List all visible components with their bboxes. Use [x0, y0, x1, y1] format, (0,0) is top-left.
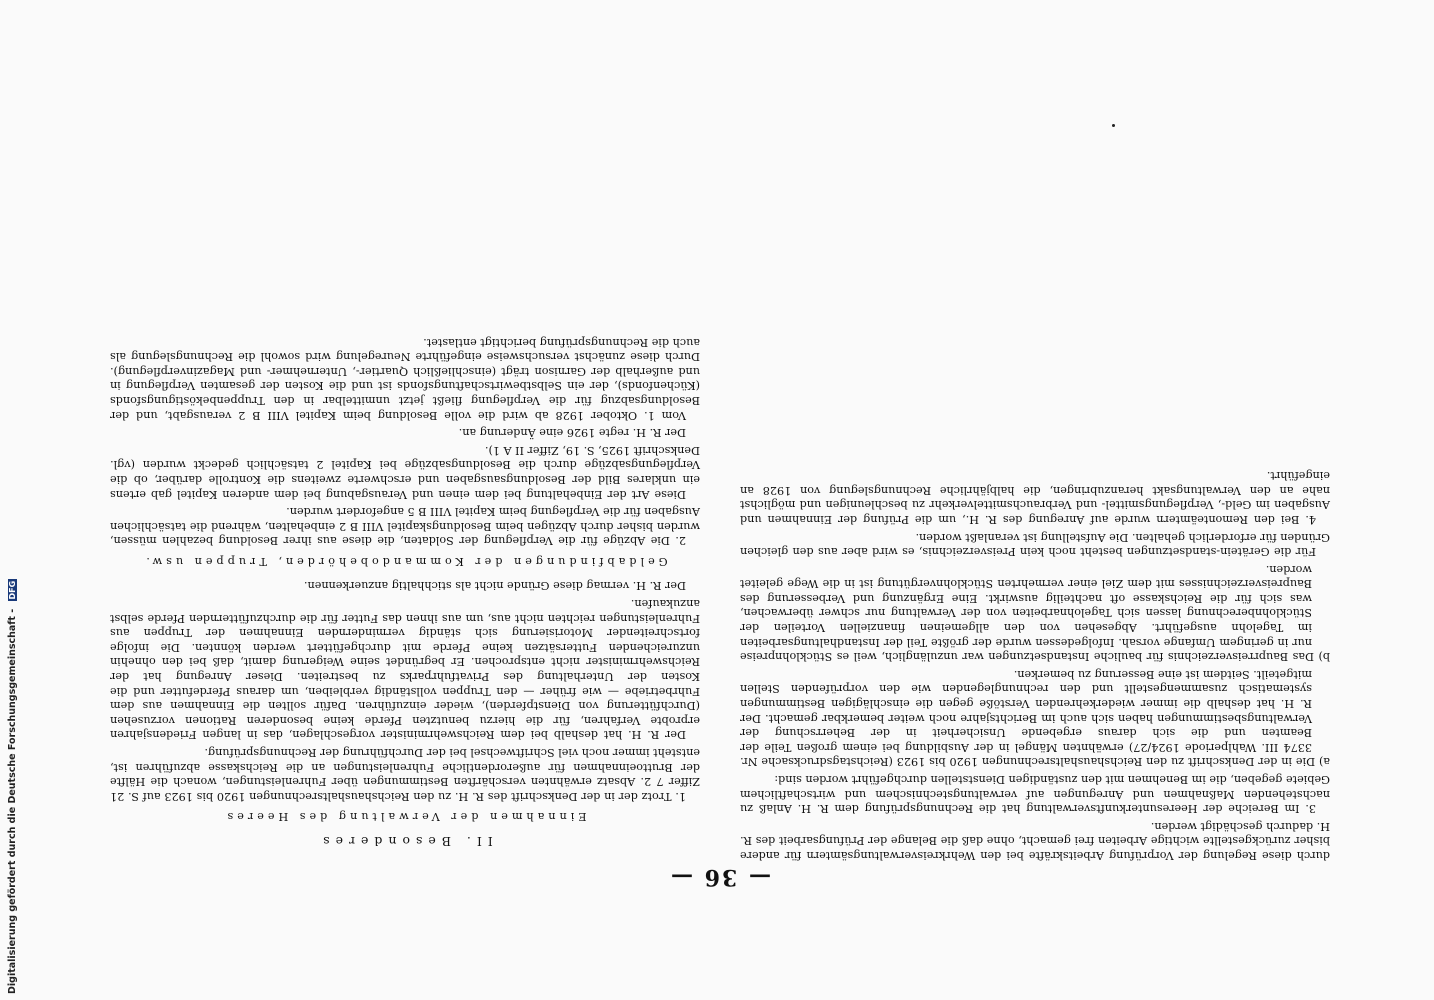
right-column: [110, 331, 700, 862]
paragraph: Vom 1. Oktober 1928 ab wird die volle Besoldung beim Kapitel VIII B 2 verausgabt, und der Besoldungsabzug für die Verpflegung fließt jetzt unmittelbar in den Truppenbeköstigungsfonds (Küchenfonds), der ein Selbstbewirtschaftungsfonds ist und die Kosten der gesamten Verpflegung in und außerhalb der Garnison trägt (einschließlich Quartier-, Unternehmer- und Magazinverpflegung). Durch diese zunächst versuchsweise eingeführte Neuregelung wird sowohl die Rechnungslegung als auch die Rechnungsprüfung berichtigt entlastet.: [110, 335, 700, 422]
subsection-heading: Einnahmen der Verwaltung des Heeres: [223, 810, 587, 824]
dfg-logo-icon: DFG: [8, 580, 17, 600]
paragraph: Diese Art der Einbehaltung bei dem einen und Verausgabung bei dem anderen Kapitel gab ertens ein unklares Bild der Besoldungsausgaben und erschwerte zweitens die Kontrolle darüber, ob die Verpflegungsabzüge durch die Besoldungsabzüge bei Kapitel 2 tatsächlich gedeckt wurden (vgl. Denkschrift 1925, S. 19, Ziffer II A 1).: [110, 443, 700, 501]
paragraph: 4. Bei den Remonteämtern wurde auf Anregung des R. H., um die Prüfung der Einnahmen und Ausgaben im Geld-, Verpflegungsmittel- und Verbrauchsmittelverkehr zu beschleunigen und möglichst nahe an den Verwaltungsakt heranzubringen, die halbjährliche Rechnungslegung von 1928 an eingeführt.: [740, 469, 1330, 526]
paragraph: Der R. H. regte 1926 eine Änderung an.: [458, 426, 686, 440]
paragraph: 2. Die Abzüge für die Verpflegung der Soldaten, die diese aus ihrer Besoldung bezahlen müssen, wurden bisher durch Abzügen beim Besoldungskapitel VIII B 2 einbehalten, während die tatsächlichen Ausgaben für die Verpflegung beim Kapitel VIII B 5 angefordert wurden.: [110, 505, 700, 548]
printed-page: [110, 130, 1330, 890]
paragraph: Der R. H. hat deshalb bei dem Reichswehrminister vorgeschlagen, das in langen Friedensjahren erprobte Verfahren, für die hierzu benutzten Pferde keine besonderen Rationen vorzusehen (Durchfütterung von Dienstpferden), wieder einzuführen. Dafür sollten die Einnahmen aus dem Fuhrbetriebe — wie früher — den Truppen vollständig verbleiben, um daraus Pferdefutter und die Kosten der Unterhaltung des Privatfuhrparks zu bestreiten. Dieser Anregung hat der Reichswehrminister nicht entsprochen. Er begründet seine Weigerung damit, daß bei den ohnehin unzureichenden Futtersätzen keine Pferde mit durchgefüttert werden könnten. Die infolge fortschreitender Motorisierung sich ständig vermindernden Einnahmen der Truppen aus Fuhrenleistungen reichten nicht aus, um aus ihnen das Futter für die durchzufütternden Pferde selbst anzukaufen.: [110, 597, 700, 742]
paragraph: Für die Gerätein-standsetzungen besteht noch kein Preisverzeichnis, es wird aber aus den gleichen Gründen für erforderlich gehalten. Die Aufstellung ist veranlaßt worden.: [740, 530, 1330, 559]
paragraph: 1. Trotz der in der Denkschrift des R. H. zu den Reichshaushaltsrechnungen 1920 bis 1923 auf S. 21 Ziffer 7 2. Absatz erwähnten verschärften Bestimmungen über Fuhrenleistungen, wonach die Hälfte der Bruttoeinnahmen für außerordentliche Fuhrenleistungen an die Reichskasse abzuführen ist, entsteht immer noch viel Schriftwechsel bei der Durchführung der Rechnungsprüfung.: [110, 746, 700, 803]
digitization-credit: [4, 4, 20, 994]
paragraph: durch diese Regelung der Vorprüfung Arbeitskräfte bei den Wehrkreisverwaltungsämtern für andere bisher zurückgestellte wichtige Arbeiten frei gemacht, ohne daß die Belange der Prüfungsarbeit des R. H. dadurch geschädigt werden.: [740, 819, 1330, 862]
page-number: — 36 —: [669, 864, 771, 890]
speck: [1112, 124, 1115, 127]
section-heading: II. Besonderes: [317, 834, 493, 849]
credit-text: Digitalisierung gefördert durch die Deutsche Forschungsgemeinschaft -: [7, 608, 18, 994]
paragraph: b) Das Bauprreisverzeichnis für bauliche Instandsetzungen war unzulänglich, weil es Stücklohnpreise nur in geringem Umfange vorsah. Infolgedessen wurde der größte Teil der Instandhaltungsarbeiten im Tagelohn ausgeführt. Abgesehen von den allgemeinen finanziellen Vorteilen der Stücklohnberechnung lassen sich Tagelohnarbeiten von der Verwaltung nur schwer überwachen, was sich für die Reichskasse oft nachteilig auswirkt. Eine Ergänzung und Verbesserung des Baupreisverzeichnisses mit dem Ziel einer vermehrten Stücklohnvergütung ist in die Wege geleitet worden.: [740, 562, 1330, 664]
subsection-heading: Geldabfindungen der Kommandobehörden, Truppen usw.: [142, 554, 668, 568]
paragraph: 3. Im Bereiche der Heeresunterkunftsverwaltung hat die Rechnungsprüfung dem R. H. Anlaß zu nachstehenden Maßnahmen und Anregungen auf verwaltungstechnischem und wirtschaftlichem Gebiete gegeben, die im Benehmen mit den zuständigen Dienststellen durchgeführt worden sind:: [740, 773, 1330, 816]
paragraph: Der R. H. vermag diese Gründe nicht als stichhaltig anzuerkennen.: [303, 579, 686, 593]
paragraph: a) Die in der Denkschrift zu den Reichshaushaltsrechnungen 1920 bis 1923 (Reichstagsdrucksache Nr. 3374 III. Wahlperiode 1924/27) erwähnten Mängel in der Ausbildung bei einem großen Teile der Beamten und die sich daraus ergebende Unsicherheit in der Beherrschung der Verwaltungsbestimmungen haben sich auch im Berichtsjahre noch weiter bemerkbar gemacht. Der R. H. hat deshalb die immer wiederkehrenden Verstöße gegen die einschlägigen Bestimmungen systematisch zusammengestellt und den rechnunglegenden wie den vorprüfenden Stellen mitgeteilt. Seitdem ist eine Besserung zu bemerken.: [740, 667, 1330, 769]
left-column: [740, 465, 1330, 862]
